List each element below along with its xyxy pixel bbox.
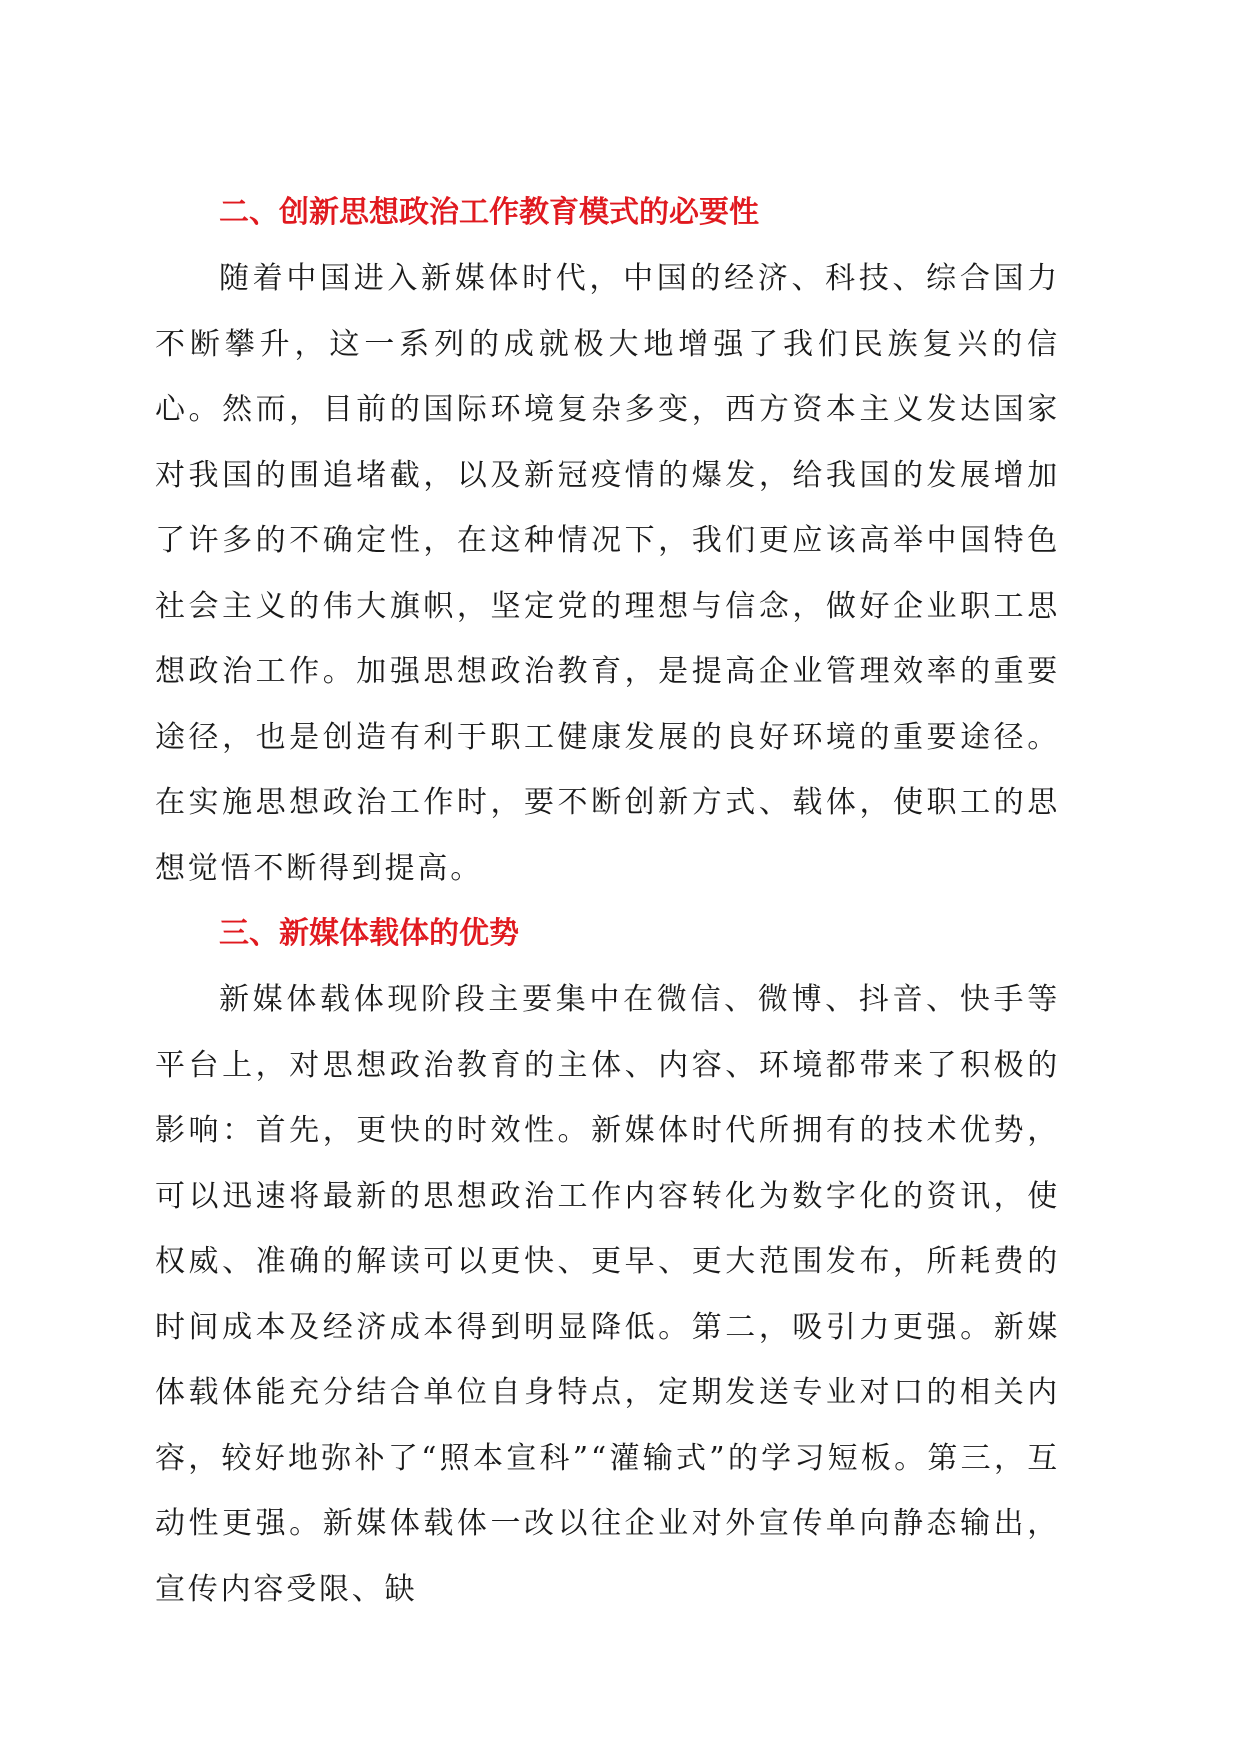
body-text: [155, 180, 1060, 1622]
paragraph-advantages: 新媒体载体现阶段主要集中在微信、微博、抖音、快手等平台上，对思想政治教育的主体、内容、环境都带来了积极的影响：首先，更快的时效性。新媒体时代所拥有的技术优势，可以迅速将最新的思想政治工作内容转化为数字化的资讯，使权威、准确的解读可以更快、更早、更大范围发布，所耗费的时间成本及经济成本得到明显降低。第二，吸引力更强。新媒体载体能充分结合单位自身特点，定期发送专业对口的相关内容，较好地弥补了“照本宣科”“灌输式”的学习短板。第三，互动性更强。新媒体载体一改以往企业对外宣传单向静态输出，宣传内容受限、缺: [155, 982, 1060, 1607]
section-heading-advantages: 三、新媒体载体的优势: [219, 916, 519, 951]
paragraph-necessity: 随着中国进入新媒体时代，中国的经济、科技、综合国力不断攀升，这一系列的成就极大地增强了我们民族复兴的信心。然而，目前的国际环境复杂多变，西方资本主义发达国家对我国的围追堵截，以及新冠疫情的爆发，给我国的发展增加了许多的不确定性，在这种情况下，我们更应该高举中国特色社会主义的伟大旗帜，坚定党的理想与信念，做好企业职工思想政治工作。加强思想政治教育，是提高企业管理效率的重要途径，也是创造有利于职工健康发展的良好环境的重要途径。在实施思想政治工作时，要不断创新方式、载体，使职工的思想觉悟不断得到提高。: [155, 261, 1060, 886]
section-heading-necessity: 二、创新思想政治工作教育模式的必要性: [219, 195, 759, 230]
